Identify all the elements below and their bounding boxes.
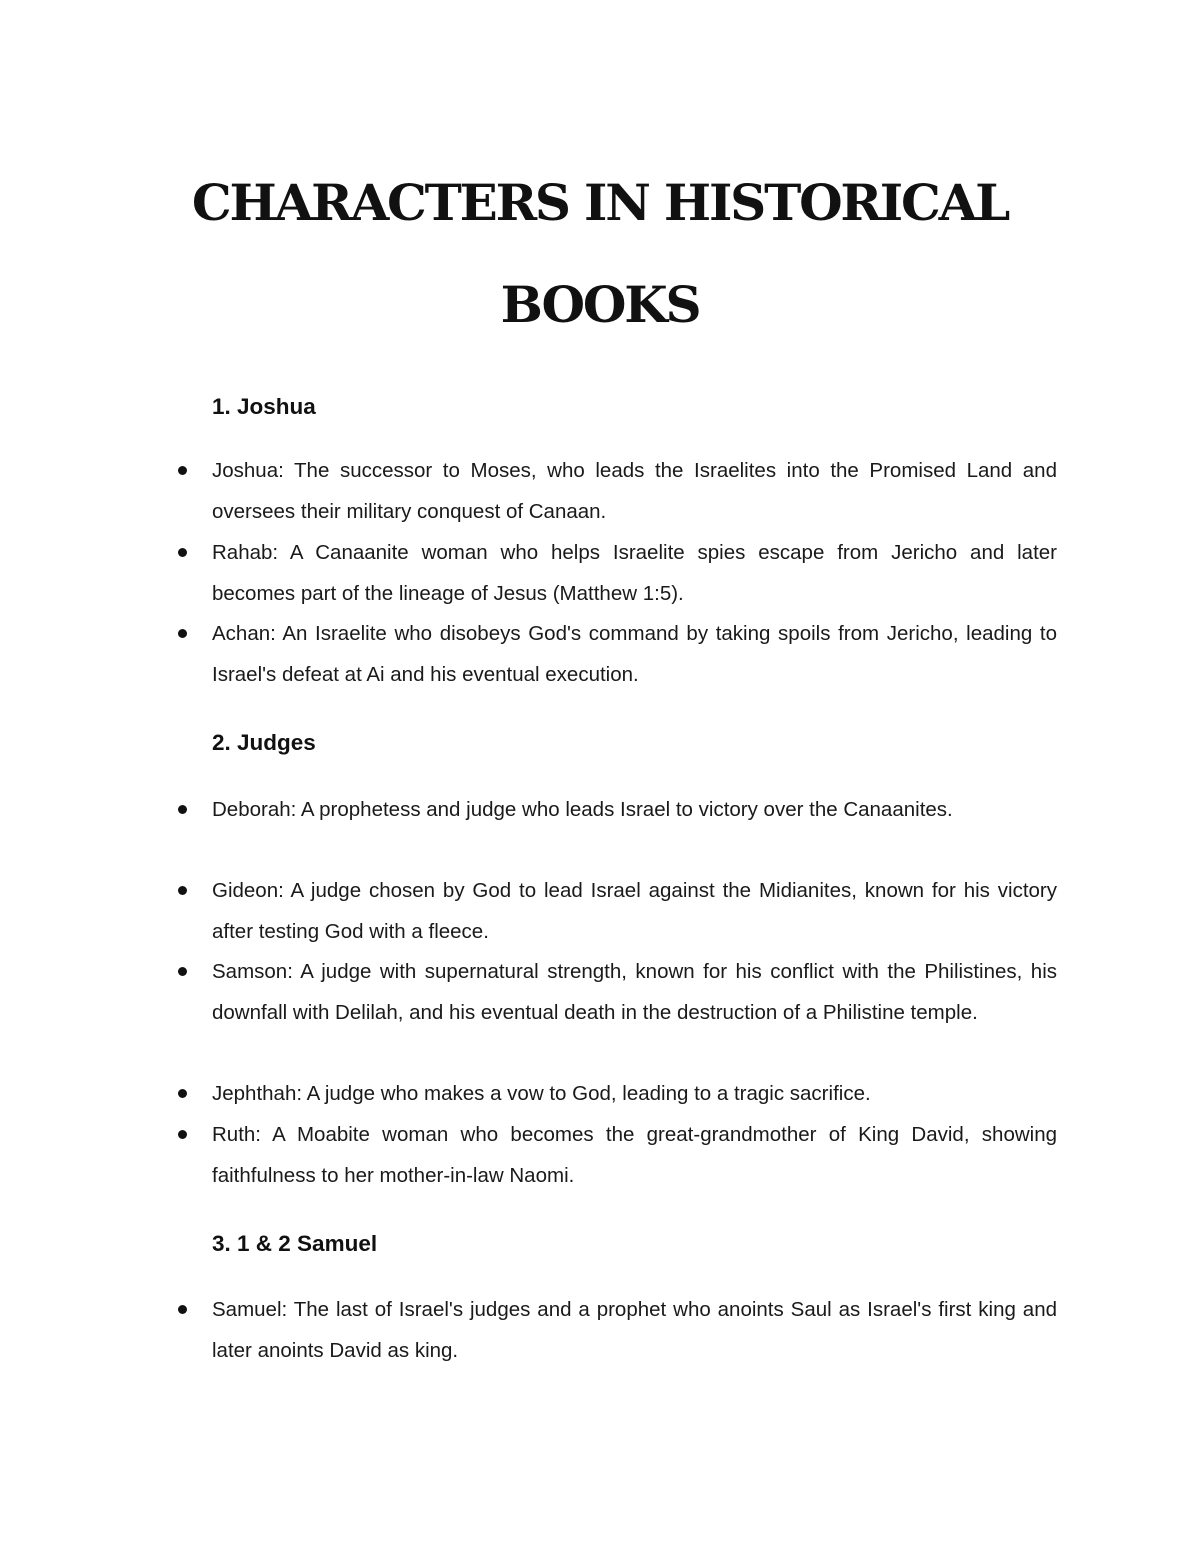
- bullet-icon: [178, 1089, 187, 1098]
- list-item-text: Ruth: A Moabite woman who becomes the great-grandmother of King David, showing faithfulness to her mother-in-law Naomi.: [212, 1123, 1057, 1187]
- list-item: [212, 789, 1057, 830]
- list-item: [212, 613, 1057, 695]
- bullet-icon: [178, 548, 187, 557]
- list-item-text: Achan: An Israelite who disobeys God's command by taking spoils from Jericho, leading to Israel's defeat at Ai and his eventual execution.: [212, 622, 1057, 686]
- list-item-text: Samuel: The last of Israel's judges and a prophet who anoints Saul as Israel's first king and later anoints David as king.: [212, 1298, 1057, 1362]
- list-item-text: Joshua: The successor to Moses, who leads the Israelites into the Promised Land and oversees their military conquest of Canaan.: [212, 459, 1057, 523]
- bullet-icon: [178, 967, 187, 976]
- list-item-text: Gideon: A judge chosen by God to lead Israel against the Midianites, known for his victory after testing God with a fleece.: [212, 879, 1057, 943]
- list-item-text: Jephthah: A judge who makes a vow to God, leading to a tragic sacrifice.: [212, 1082, 871, 1105]
- document-title-line-2: BOOKS: [500, 275, 700, 334]
- list-item: [212, 1289, 1057, 1371]
- list-item: [212, 1073, 1057, 1114]
- list-item: [212, 532, 1057, 614]
- bullet-icon: [178, 466, 187, 475]
- bullet-icon: [178, 1305, 187, 1314]
- section-heading: 2. Judges: [212, 730, 316, 755]
- list-item-text: Samson: A judge with supernatural strength, known for his conflict with the Philistines, his downfall with Delilah, and his eventual death in the destruction of a Philistine temple.: [212, 960, 1057, 1024]
- list-item: [212, 1114, 1057, 1196]
- list-item-text: Rahab: A Canaanite woman who helps Israelite spies escape from Jericho and later becomes part of the lineage of Jesus (Matthew 1:5).: [212, 541, 1057, 605]
- bullet-icon: [178, 886, 187, 895]
- bullet-icon: [178, 805, 187, 814]
- list-item-text: Deborah: A prophetess and judge who leads Israel to victory over the Canaanites.: [212, 798, 953, 821]
- list-item: [212, 951, 1057, 1033]
- document-title-line-1: CHARACTERS IN HISTORICAL: [191, 173, 1009, 232]
- bullet-icon: [178, 629, 187, 638]
- section-heading: 1. Joshua: [212, 394, 316, 419]
- list-item: [212, 870, 1057, 952]
- section-heading: 3. 1 & 2 Samuel: [212, 1231, 378, 1256]
- list-item: [212, 450, 1057, 532]
- bullet-icon: [178, 1130, 187, 1139]
